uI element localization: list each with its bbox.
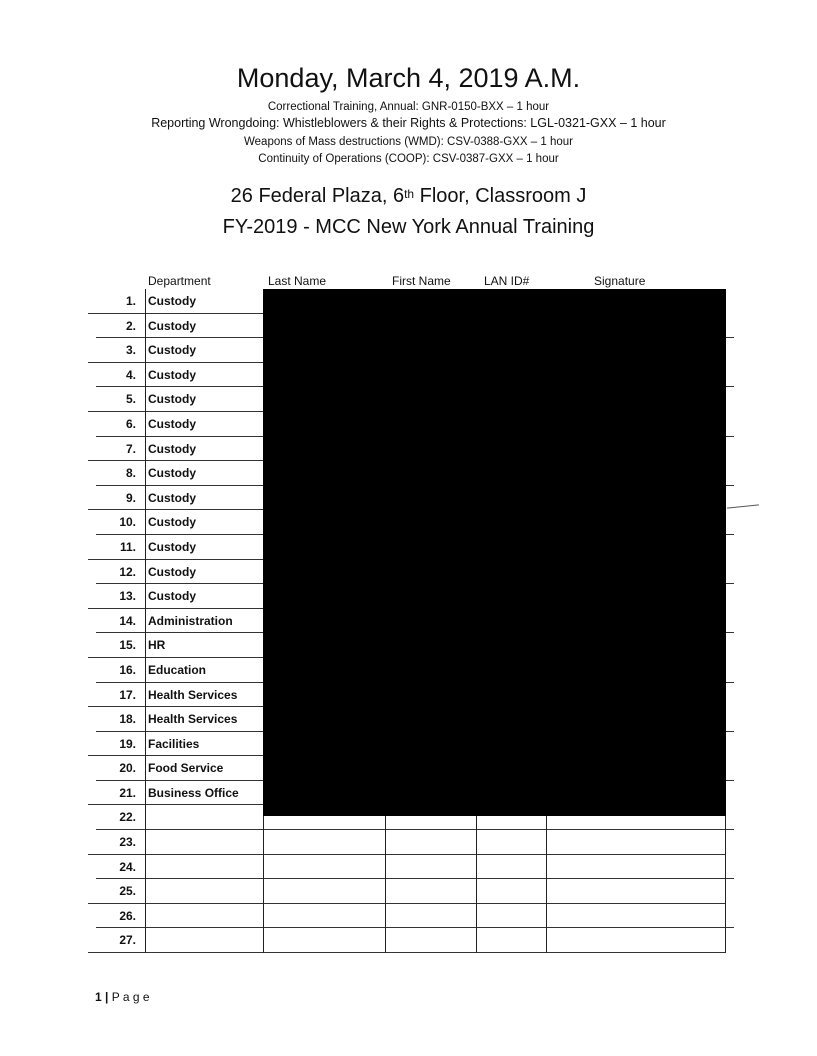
row-number: 25. xyxy=(119,884,136,899)
row-number: 7. xyxy=(125,441,136,456)
course-line-4: Continuity of Operations (COOP): CSV-0387-GXX – 1 hour xyxy=(258,153,559,165)
row-department: Custody xyxy=(148,343,196,358)
location-ordinal: th xyxy=(404,187,415,201)
program-title: FY-2019 - MCC New York Annual Training xyxy=(222,216,595,238)
row-number: 24. xyxy=(119,859,136,874)
location-text-rest: Floor, Classroom J xyxy=(414,185,587,207)
row-number: 11. xyxy=(119,539,136,554)
column-rule xyxy=(476,806,477,954)
course-line-2: Reporting Wrongdoing: Whistleblowers & their Rights & Protections: LGL-0321-GXX – 1 hour xyxy=(151,116,666,130)
page-label: P a g e xyxy=(111,990,150,1004)
row-number: 5. xyxy=(125,392,136,407)
page-number: 1 xyxy=(95,990,102,1004)
row-number: 3. xyxy=(125,343,136,358)
page-footer: 1 | P a g e xyxy=(95,990,150,1004)
row-number: 9. xyxy=(125,490,136,505)
row-department: Custody xyxy=(148,515,196,530)
location-line xyxy=(0,184,817,208)
row-department: Business Office xyxy=(148,785,239,800)
row-department: Custody xyxy=(148,294,196,308)
row-number: 15. xyxy=(119,638,136,653)
row-department: HR xyxy=(148,638,166,653)
row-department: Facilities xyxy=(148,736,200,751)
row-number: 22. xyxy=(119,810,136,825)
row-number: 17. xyxy=(119,687,136,702)
table-row xyxy=(88,928,726,953)
course-line-1: Correctional Training, Annual: GNR-0150-BXX – 1 hour xyxy=(267,101,550,113)
column-rule xyxy=(546,806,547,954)
table-row xyxy=(88,855,726,880)
row-number: 1. xyxy=(125,294,136,308)
row-department: Custody xyxy=(148,539,196,554)
row-department: Custody xyxy=(148,392,196,407)
table-row xyxy=(88,830,726,855)
column-rule xyxy=(725,806,726,954)
course-line-3: Weapons of Mass destructions (WMD): CSV-0388-GXX – 1 hour xyxy=(244,136,573,148)
row-department: Custody xyxy=(148,441,196,456)
column-header-department: Department xyxy=(148,274,211,288)
row-department: Food Service xyxy=(148,761,224,776)
row-number: 18. xyxy=(119,712,136,727)
location-text: 26 Federal Plaza, 6 xyxy=(230,185,405,207)
row-department: Custody xyxy=(148,564,196,579)
row-number: 8. xyxy=(125,466,136,481)
column-header-last-name: Last Name xyxy=(268,274,327,288)
row-number: 6. xyxy=(125,416,136,431)
row-department: Custody xyxy=(148,589,196,604)
row-rule xyxy=(88,952,726,953)
row-number: 16. xyxy=(119,662,136,677)
row-department: Custody xyxy=(148,367,196,382)
table-row xyxy=(88,879,726,904)
row-department: Custody xyxy=(148,318,196,333)
column-header-signature: Signature xyxy=(594,274,646,288)
row-number: 23. xyxy=(119,835,136,850)
row-number: 4. xyxy=(125,367,136,382)
row-department: Administration xyxy=(148,613,233,628)
row-number: 19. xyxy=(119,736,136,751)
row-number: 2. xyxy=(125,318,136,333)
row-department: Health Services xyxy=(148,712,238,727)
column-header-first-name: First Name xyxy=(392,274,451,288)
page-title: Monday, March 4, 2019 A.M. xyxy=(236,63,581,93)
row-department: Education xyxy=(148,662,207,677)
row-department: Custody xyxy=(148,490,196,505)
row-department: Health Services xyxy=(148,687,238,702)
table-row xyxy=(88,904,726,929)
row-number: 21. xyxy=(119,785,136,800)
row-department: Custody xyxy=(148,466,196,481)
redaction-block xyxy=(263,289,726,816)
column-header-lan-id: LAN ID# xyxy=(484,274,530,288)
row-number: 27. xyxy=(119,933,136,948)
row-number: 13. xyxy=(119,589,136,604)
column-rule xyxy=(145,289,146,953)
row-number: 12. xyxy=(119,564,136,579)
row-number: 10. xyxy=(119,515,136,530)
column-rule xyxy=(385,806,386,954)
row-department: Custody xyxy=(148,416,196,431)
row-number: 14. xyxy=(119,613,136,628)
stray-mark xyxy=(727,504,759,508)
row-number: 26. xyxy=(119,908,136,923)
row-number: 20. xyxy=(119,761,136,776)
